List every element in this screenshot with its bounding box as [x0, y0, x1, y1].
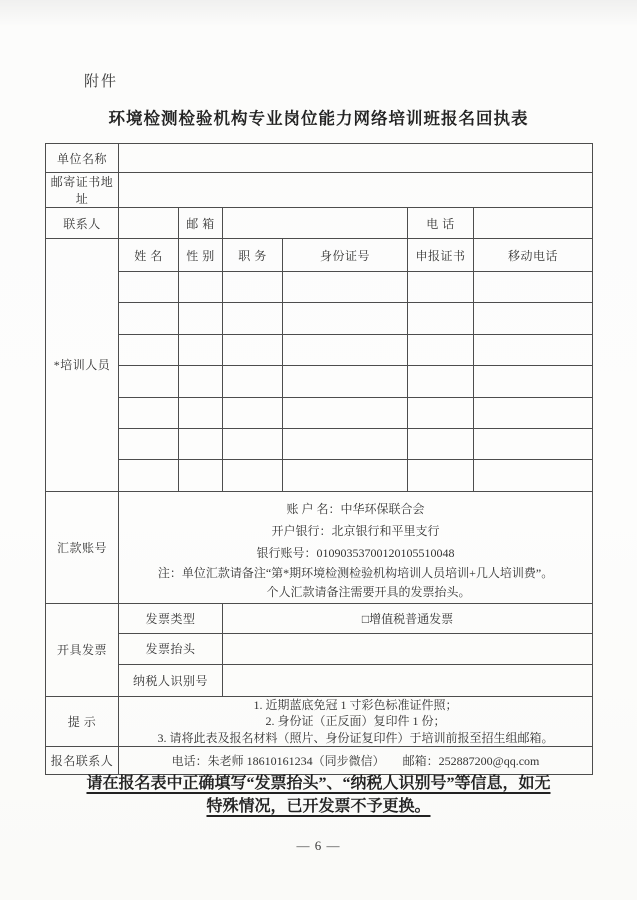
- trainee-empty-row: [46, 460, 593, 491]
- mail-address-row: [46, 173, 593, 208]
- invoice-type-value: □增值税普通发票: [223, 603, 593, 633]
- page-title: 环境检测检验机构专业岗位能力网络培训班报名回执表: [108, 109, 529, 128]
- trainee-cell: [283, 366, 408, 397]
- taxpayer-id-label: 纳税人识别号: [119, 664, 223, 696]
- trainee-empty-row: [46, 428, 593, 459]
- invoice-title-row: [46, 633, 593, 664]
- attachment-label: 附件: [84, 74, 119, 90]
- trainee-cell: [119, 303, 179, 334]
- mail-address-label: 邮寄证书地址: [46, 173, 119, 208]
- trainee-cell: [283, 303, 408, 334]
- trainee-cell: [119, 428, 179, 459]
- payment-account-name: 账 户 名：中华环保联合会: [286, 501, 425, 516]
- trainee-cell: [408, 334, 474, 365]
- trainee-cell: [474, 272, 593, 303]
- trainee-cell: [223, 334, 283, 365]
- payment-account-content: [119, 491, 593, 603]
- trainee-cell: [119, 397, 179, 428]
- trainee-header-id-number: 身份证号: [283, 239, 408, 272]
- trainee-cell: [119, 334, 179, 365]
- trainee-cell: [474, 460, 593, 491]
- footer-note-line2: 特殊情况，已开发票不予更换。: [206, 798, 431, 815]
- trainee-cell: [283, 272, 408, 303]
- trainee-cell: [179, 366, 223, 397]
- footer-note: [0, 772, 637, 818]
- trainee-cell: [474, 303, 593, 334]
- payment-note-line2: 个人汇款请备注需要开具的发票抬头。: [266, 584, 471, 599]
- trainee-cell: [223, 272, 283, 303]
- invoice-type-row: [46, 603, 593, 633]
- trainee-cell: [408, 428, 474, 459]
- unit-name-value-cell: [119, 144, 593, 173]
- contact-phone-label: 电 话: [408, 208, 474, 239]
- trainee-cell: [179, 334, 223, 365]
- invoice-type-label: 发票类型: [119, 603, 223, 633]
- trainee-header-name: 姓 名: [119, 239, 179, 272]
- trainee-cell: [408, 460, 474, 491]
- trainee-empty-row: [46, 303, 593, 334]
- trainee-cell: [283, 334, 408, 365]
- registration-contact-label: 报名联系人: [46, 747, 119, 775]
- trainee-header-row: [46, 239, 593, 272]
- trainee-header-certificate: 申报证书: [408, 239, 474, 272]
- trainee-header-position: 职 务: [223, 239, 283, 272]
- tip-line-3: 3. 请将此表及报名材料（照片、身份证复印件）于培训前报至招生组邮箱。: [157, 730, 554, 745]
- tips-label: 提 示: [46, 696, 119, 747]
- trainees-label: *培训人员: [46, 239, 119, 492]
- trainee-empty-row: [46, 366, 593, 397]
- tips-content: [119, 696, 593, 747]
- trainee-cell: [474, 334, 593, 365]
- contact-name-cell: [119, 208, 179, 239]
- trainee-cell: [408, 366, 474, 397]
- tip-line-2: 2. 身份证（正反面）复印件 1 份；: [265, 714, 446, 729]
- trainee-cell: [474, 366, 593, 397]
- contact-email-cell: [223, 208, 408, 239]
- taxpayer-id-value-cell: [223, 664, 593, 696]
- taxpayer-id-row: [46, 664, 593, 696]
- registration-contact-value: 电话：朱老师 18610161234（同步微信） 邮箱：252887200@qq.com: [119, 747, 593, 775]
- trainee-empty-row: [46, 334, 593, 365]
- trainee-cell: [223, 366, 283, 397]
- trainee-cell: [119, 460, 179, 491]
- payment-account-label: 汇款账号: [46, 491, 119, 603]
- registration-form-table: [45, 143, 593, 775]
- payment-account-row: [46, 491, 593, 603]
- trainee-cell: [119, 366, 179, 397]
- payment-note-line1: 注：单位汇款请备注“第*期环境检测检验机构培训人员培训+几人培训费”。: [157, 565, 554, 580]
- trainee-cell: [223, 303, 283, 334]
- trainee-cell: [179, 460, 223, 491]
- trainee-cell: [283, 397, 408, 428]
- invoice-label: 开具发票: [46, 603, 119, 696]
- contact-email-label: 邮 箱: [179, 208, 223, 239]
- page-number: — 6 —: [296, 838, 341, 853]
- trainee-cell: [408, 272, 474, 303]
- contact-label: 联系人: [46, 208, 119, 239]
- trainee-cell: [179, 428, 223, 459]
- registration-contact-row: [46, 747, 593, 775]
- trainee-cell: [283, 428, 408, 459]
- trainee-empty-row: [46, 272, 593, 303]
- payment-account-number: 银行账号：01090353700120105510048: [256, 545, 455, 560]
- trainee-cell: [179, 397, 223, 428]
- trainee-cell: [283, 460, 408, 491]
- unit-name-label: 单位名称: [46, 144, 119, 173]
- invoice-title-label: 发票抬头: [119, 633, 223, 664]
- trainee-cell: [408, 303, 474, 334]
- footer-note-line1: 请在报名表中正确填写“发票抬头”、“纳税人识别号”等信息，如无: [86, 775, 551, 792]
- unit-name-row: [46, 144, 593, 173]
- trainee-cell: [119, 272, 179, 303]
- trainee-cell: [408, 397, 474, 428]
- payment-bank: 开户银行：北京银行和平里支行: [271, 523, 440, 538]
- trainee-header-mobile: 移动电话: [474, 239, 593, 272]
- contact-row: [46, 208, 593, 239]
- trainee-cell: [223, 397, 283, 428]
- trainee-cell: [223, 460, 283, 491]
- invoice-title-value-cell: [223, 633, 593, 664]
- contact-phone-cell: [474, 208, 593, 239]
- trainee-cell: [179, 272, 223, 303]
- trainee-cell: [474, 428, 593, 459]
- trainee-cell: [474, 397, 593, 428]
- trainee-cell: [223, 428, 283, 459]
- trainee-header-gender: 性 别: [179, 239, 223, 272]
- trainee-empty-row: [46, 397, 593, 428]
- trainee-cell: [179, 303, 223, 334]
- tips-row: [46, 696, 593, 747]
- tip-line-1: 1. 近期蓝底免冠 1 寸彩色标准证件照；: [253, 697, 458, 712]
- mail-address-value-cell: [119, 173, 593, 208]
